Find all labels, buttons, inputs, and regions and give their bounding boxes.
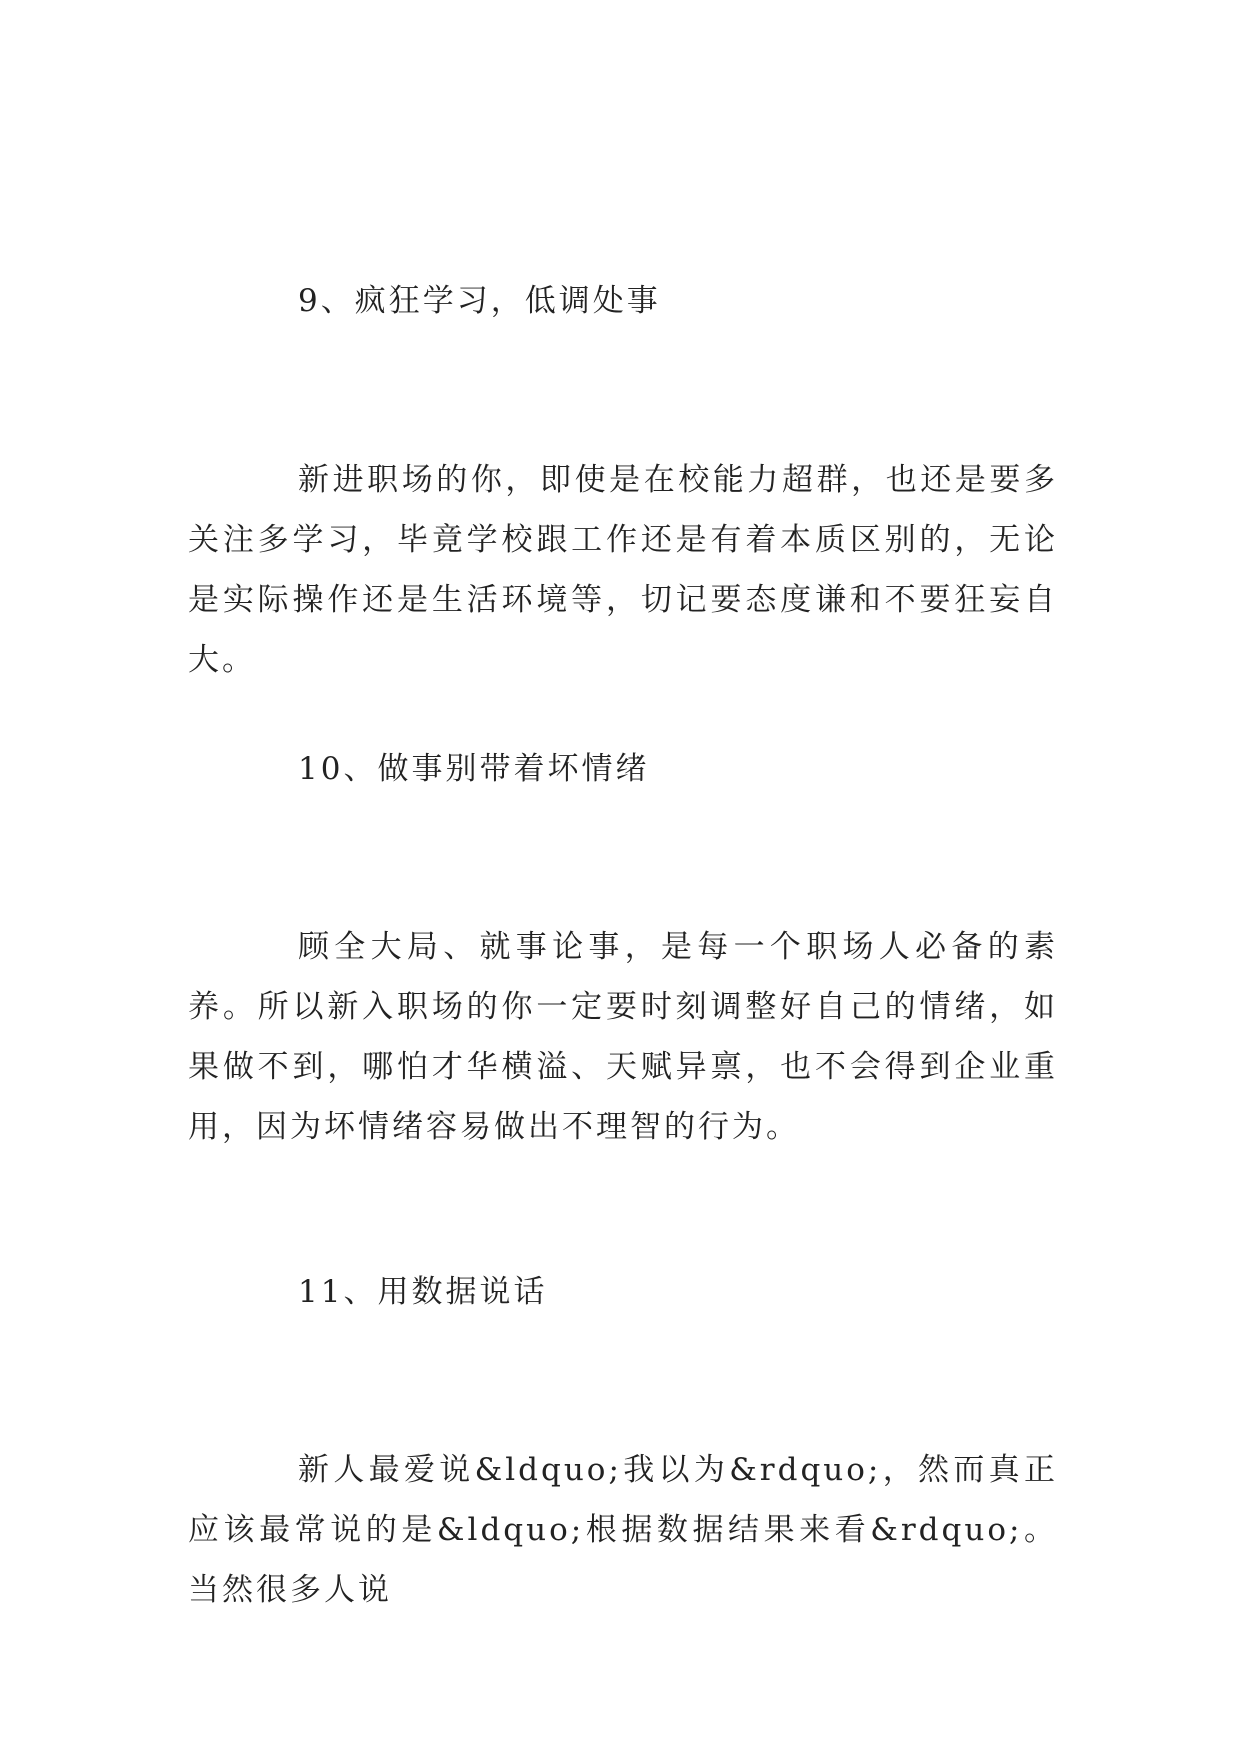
section-paragraph-9: 新进职场的你，即使是在校能力超群，也还是要多关注多学习，毕竟学校跟工作还是有着本质区别的，无论是实际操作还是生活环境等，切记要态度谦和不要狂妄自大。 xyxy=(188,462,1058,678)
section-heading-11: 11、用数据说话 xyxy=(298,1274,548,1310)
section-heading-10: 10、做事别带着坏情绪 xyxy=(298,751,650,787)
section-paragraph-11: 新人最爱说&ldquo;我以为&rdquo;，然而真正应该最常说的是&ldquo;根据数据结果来看&rdquo;。当然很多人说 xyxy=(188,1452,1058,1608)
section-paragraph-10: 顾全大局、就事论事，是每一个职场人必备的素养。所以新入职场的你一定要时刻调整好自己的情绪，如果做不到，哪怕才华横溢、天赋异禀，也不会得到企业重用，因为坏情绪容易做出不理智的行为。 xyxy=(188,929,1058,1145)
section-heading-9: 9、疯狂学习，低调处事 xyxy=(298,283,661,319)
